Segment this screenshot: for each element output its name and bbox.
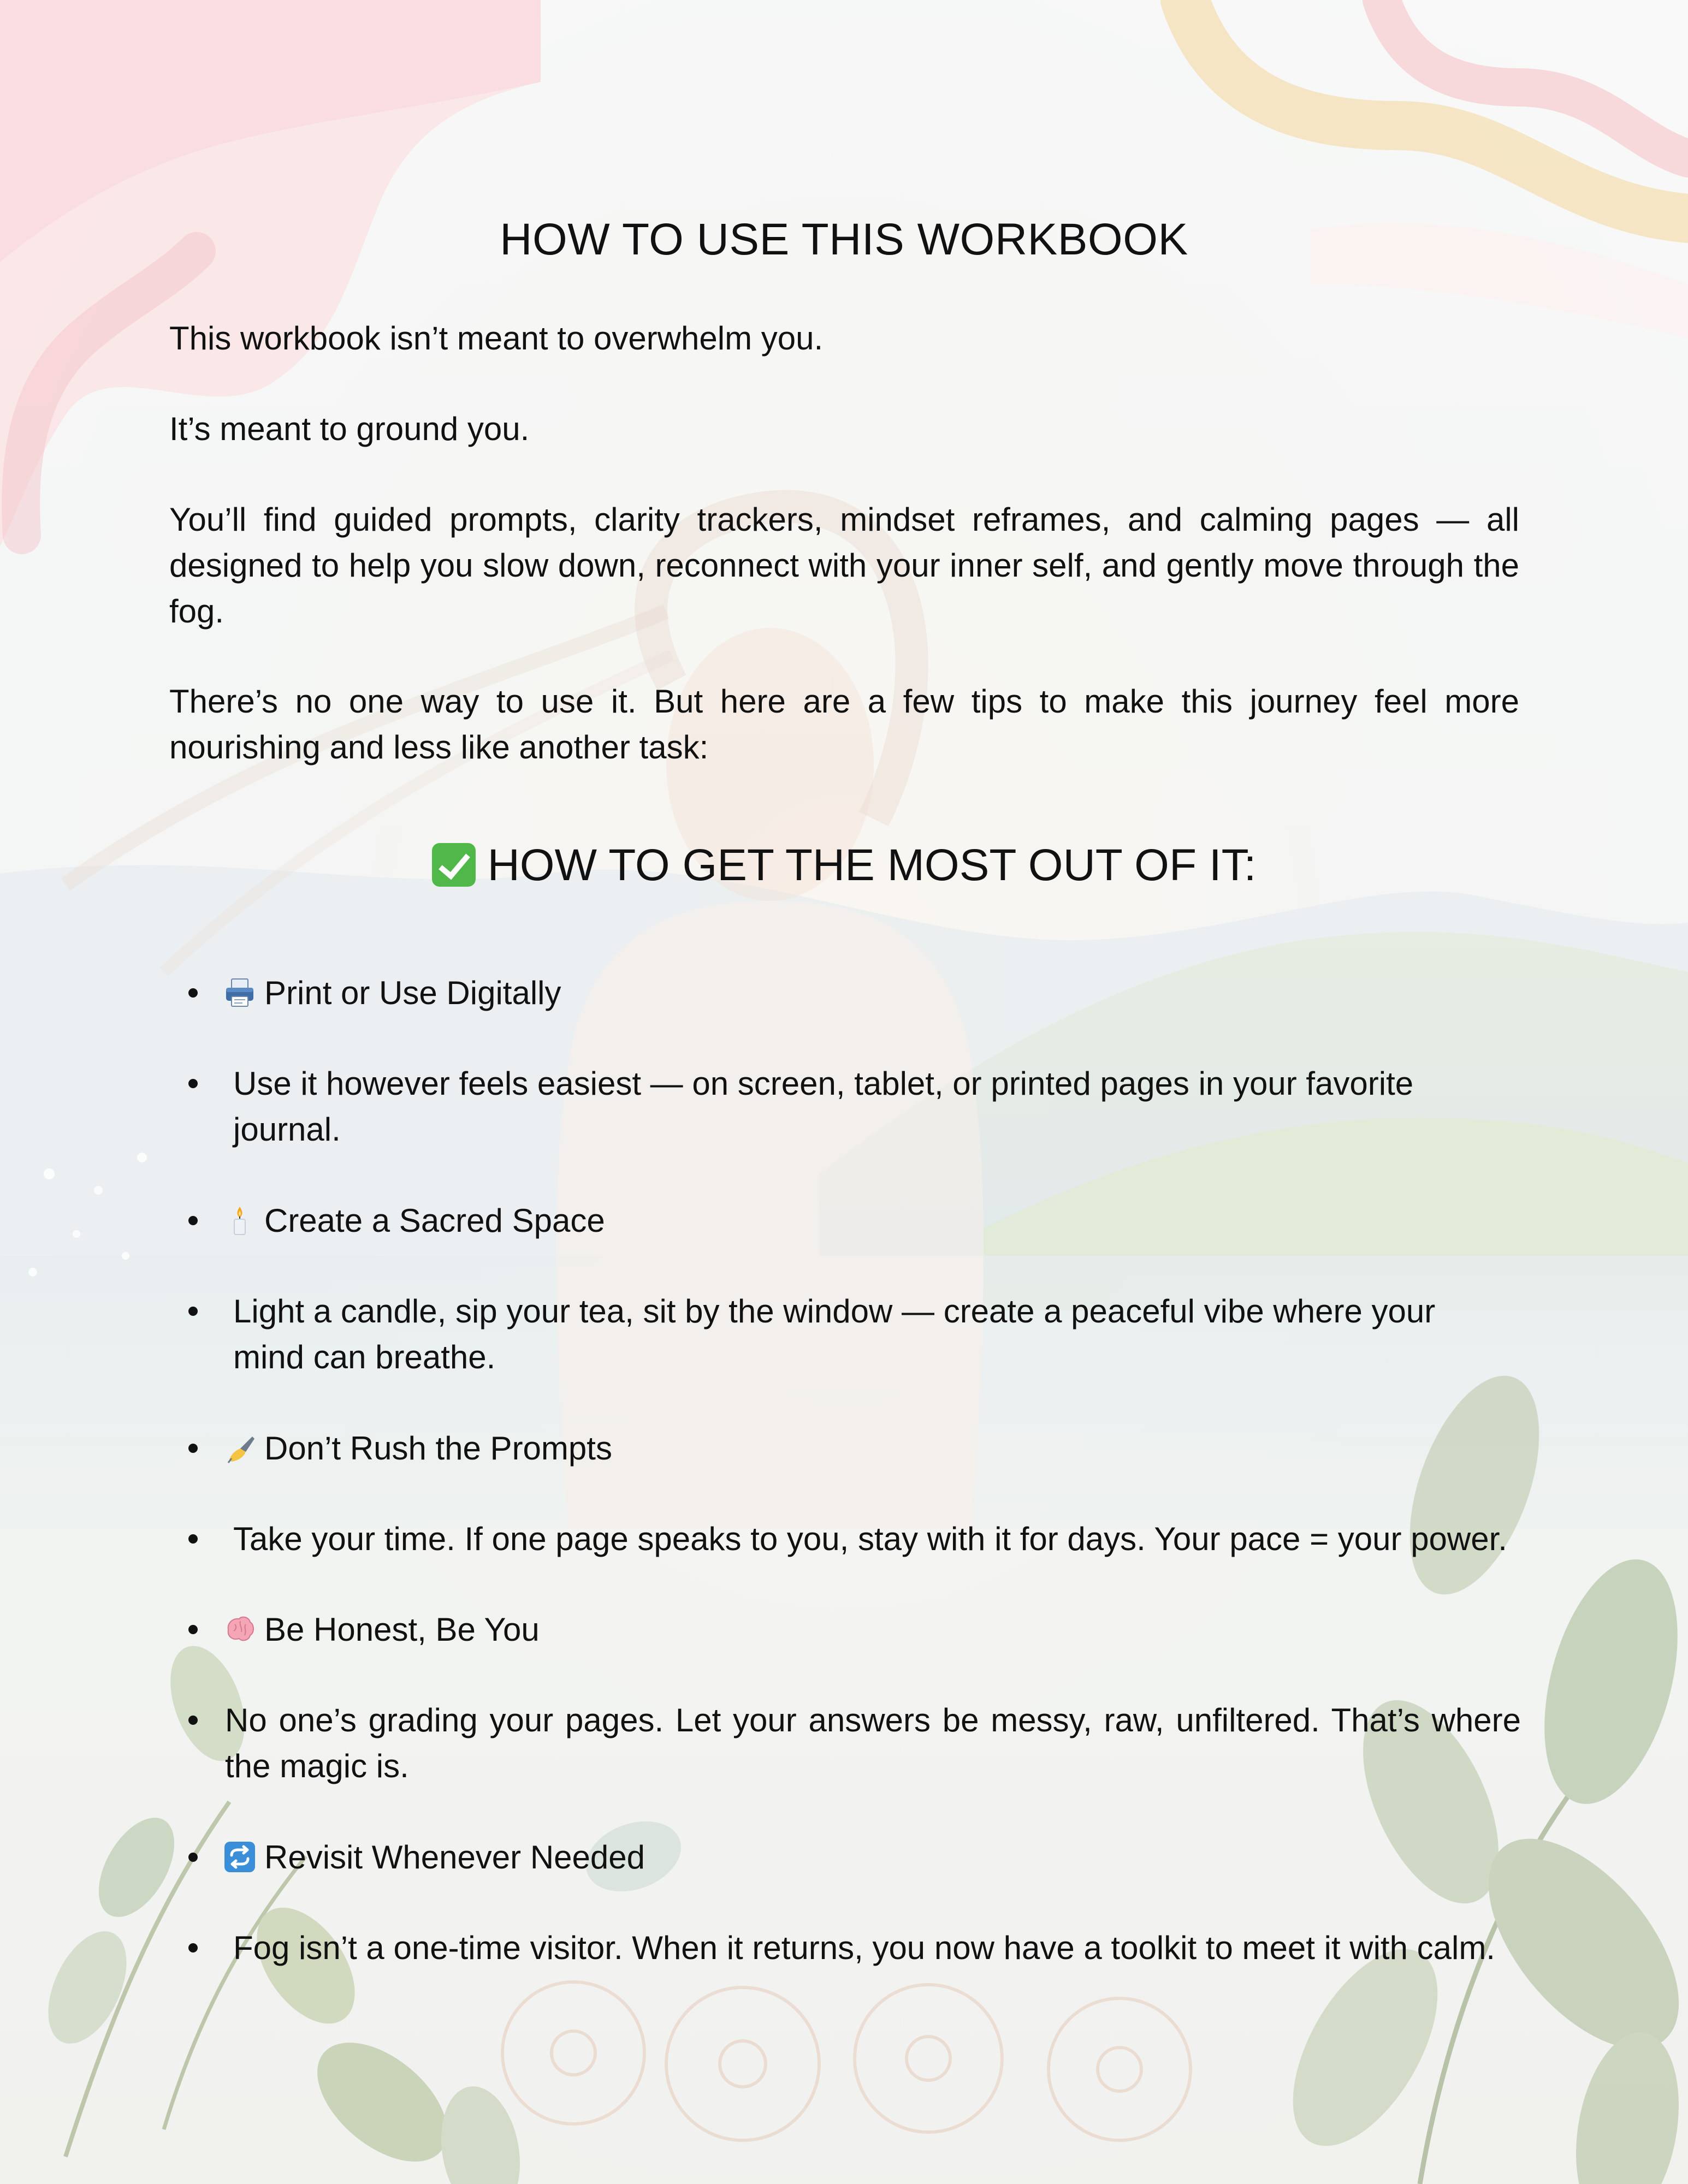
page-title: HOW TO USE THIS WORKBOOK xyxy=(500,215,1188,264)
check-mark-button-icon xyxy=(432,843,476,887)
brain-icon xyxy=(224,1613,256,1645)
tip-description: Use it however feels easiest — on screen, tablet, or printed pages in your favorite journal. xyxy=(233,1065,1414,1148)
bullet xyxy=(188,1625,198,1634)
candle-icon xyxy=(224,1204,256,1236)
printer-icon xyxy=(224,977,256,1008)
bullet xyxy=(188,1534,198,1544)
list-item xyxy=(188,1835,1521,1880)
tip-description: Light a candle, sip your tea, sit by the window — create a peaceful vibe where your mind can breathe. xyxy=(233,1293,1436,1375)
list-item xyxy=(188,1289,1521,1380)
list-item xyxy=(188,970,1521,1016)
intro-paragraph-3: You’ll find guided prompts, clarity trackers, mindset reframes, and calming pages — all designed to help you slow down, reconnect with your inner self, and gently move through the fog. xyxy=(169,501,1519,630)
bullet xyxy=(188,988,198,998)
tip-description: No one’s grading your pages. Let your answers be messy, raw, unfiltered. That’s where the magic is. xyxy=(225,1702,1521,1784)
list-item xyxy=(188,1516,1521,1562)
intro-paragraph-1: This workbook isn’t meant to overwhelm you. xyxy=(169,320,824,357)
list-item xyxy=(188,1426,1521,1471)
list-item xyxy=(188,1607,1521,1653)
bullet xyxy=(188,1853,198,1862)
section-heading xyxy=(0,840,1688,891)
bullet xyxy=(188,1216,198,1225)
list-item xyxy=(188,1061,1521,1153)
tip-title: Revisit Whenever Needed xyxy=(264,1839,645,1876)
bullet xyxy=(188,1079,198,1088)
intro-paragraph-2: It’s meant to ground you. xyxy=(169,411,530,447)
list-item xyxy=(188,1198,1521,1244)
tip-description: Take your time. If one page speaks to you, stay with it for days. Your pace = your power. xyxy=(233,1521,1507,1557)
tip-title: Don’t Rush the Prompts xyxy=(264,1430,612,1467)
tip-description: Fog isn’t a one-time visitor. When it returns, you now have a toolkit to meet it with calm. xyxy=(233,1930,1495,1966)
list-item xyxy=(188,1698,1521,1789)
tip-title: Be Honest, Be You xyxy=(264,1611,540,1648)
bullet xyxy=(188,1307,198,1316)
writing-hand-icon xyxy=(224,1432,256,1464)
tip-title: Print or Use Digitally xyxy=(264,975,561,1011)
list-item xyxy=(188,1925,1521,1971)
repeat-arrows-icon xyxy=(224,1841,256,1873)
bullet xyxy=(188,1716,198,1725)
tip-title: Create a Sacred Space xyxy=(264,1202,605,1239)
bullet xyxy=(188,1943,198,1952)
intro-paragraph-4: There’s no one way to use it. But here are a few tips to make this journey feel more nourishing and less like another task: xyxy=(169,683,1519,765)
bullet xyxy=(188,1444,198,1453)
section-heading-text: HOW TO GET THE MOST OUT OF IT: xyxy=(487,840,1257,890)
